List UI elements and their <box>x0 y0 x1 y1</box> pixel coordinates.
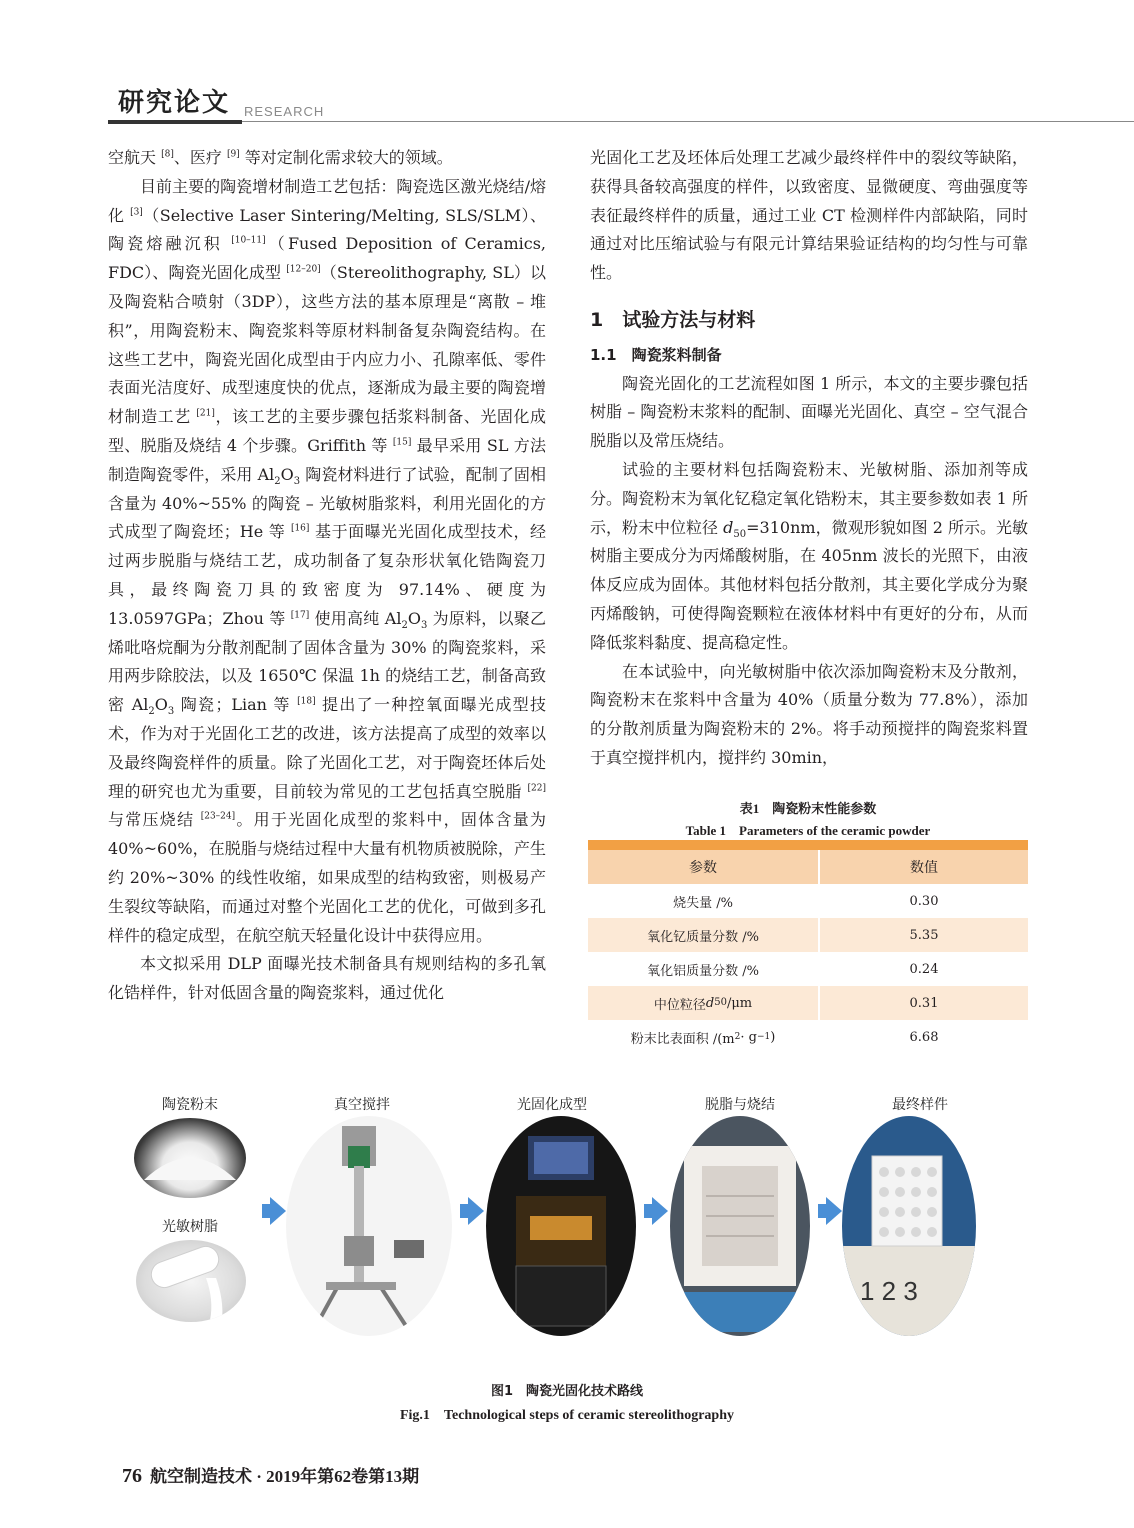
mixer-machine-icon <box>286 1116 452 1336</box>
table-row <box>588 1020 1028 1054</box>
paragraph: 目前主要的陶瓷增材制造工艺包括：陶瓷选区激光烧结/熔化 [3]（Selective Laser Sintering/Melting, SLS/SLM）、陶瓷熔融沉积 [10–11]（Fused Deposition of Ceramics, FDC）、陶瓷光固化成型 [12–20]（Stereolithography, SL）以及陶瓷粘合喷射（3DP），这些方法的基本原理是“离散 – 堆积”，用陶瓷粉末、陶瓷浆料等原材料制备复杂陶瓷结构。在这些工艺中，陶瓷光固化成型由于内应力小、孔隙率低、零件表面光洁度好、成型速度快的优点，逐渐成为最主要的陶瓷增材制造工艺 [21]，该工艺的主要步骤包括浆料制备、光固化成型、脱脂及烧结 4 个步骤。Griffith 等 [15] 最早采用 SL 方法制造陶瓷零件，采用 $Al_2O_3$ 陶瓷材料进行了试验，配制了固相含量为 40%~55% 的陶瓷 – 光敏树脂浆料，利用光固化的方式成型了陶瓷坯；He 等 [16] 基于面曝光光固化成型技术，经过两步脱脂与烧结工艺，成功制备了复杂形状氧化锆陶瓷刀具，最终陶瓷刀具的致密度为 97.14%、硬度为 13.0597GPa；Zhou 等 [17] 使用高纯 $Al_2O_3$ 为原料，以聚乙烯吡咯烷酮为分散剂配制了固体含量为 30% 的陶瓷浆料，采用两步除胶法，以及 1650℃ 保温 1h 的烧结工艺，制备高致密 $Al_2O_3$ 陶瓷；Lian 等 [18] 提出了一种控氧面曝光成型技术，作为对于光固化工艺的改进，该方法提高了成型的效率以及最终陶瓷样件的质量。除了光固化工艺，对于陶瓷坯体后处理的研究也尤为重要，目前较为常见的工艺包括真空脱脂 [22] 与常压烧结 [23–24]。用于光固化成型的浆料中，固体含量为 40%~60%，在脱脂与烧结过程中大量有机物质被脱除，产生约 20%~30% 的线性收缩，如果成型的结构致密，则极易产生裂纹等缺陷，而通过对整个光固化工艺的优化，可做到多孔样件的稳定成型，在航空航天轻量化设计中获得应用。 <box>108 176 546 945</box>
paragraph: 在本试验中，向光敏树脂中依次添加陶瓷粉末及分散剂，陶瓷粉末在浆料中含量为 40%（质量分数为 77.8%），添加的分散剂质量为陶瓷粉末的 2%。将手动预搅拌的陶瓷浆料置于真空搅拌机内，搅拌约 30min， <box>590 661 1028 767</box>
section-title: 研究论文 <box>118 88 231 118</box>
table-row <box>588 952 1028 986</box>
section-subtitle: RESEARCH <box>244 104 325 119</box>
paragraph: 试验的主要材料包括陶瓷粉末、光敏树脂、添加剂等成分。陶瓷粉末为氧化钇稳定氧化锆粉末，其主要参数如表 1 所示，粉末中位粒径 $d_{50}=310nm$，微观形貌如图 2 所示。光敏树脂主要成分为丙烯酸树脂，在 405nm 波长的光照下，由液体反应成为固体。其他材料包括分散剂，其主要化学成分为聚丙烯酸钠，可使得陶瓷颗粒在液体材料中有更好的分布，从而降低浆料黏度、提高稳定性。 <box>590 459 1029 652</box>
arrow-tail <box>262 1204 270 1218</box>
figure-caption-en: Fig.1 Technological steps of ceramic stereolithography <box>399 1408 735 1423</box>
table-header-cell: 参数 <box>588 850 820 884</box>
arrow-tail <box>818 1204 826 1218</box>
journal-info: 航空制造技术 · 2019年第62卷第13期 <box>150 1467 420 1486</box>
table-cell: 粉末比表面积 /(m 2 · g −1 ) <box>588 1020 820 1054</box>
table-cell: 0.24 <box>909 961 939 977</box>
paragraph: 陶瓷光固化的工艺流程如图 1 所示，本文的主要步骤包括树脂 – 陶瓷粉末浆料的配制、面曝光光固化、真空 – 空气混合脱脂以及常压烧结。 <box>590 373 1028 451</box>
section-heading: 1 试验方法与材料 <box>590 308 756 331</box>
table-caption-en: Table 1 Parameters of the ceramic powder <box>685 823 931 838</box>
furnace-icon <box>670 1116 810 1336</box>
table-caption-cn: 表1 陶瓷粉末性能参数 <box>739 801 877 816</box>
subsection-heading: 1.1 陶瓷浆料制备 <box>590 345 722 364</box>
right-column <box>590 144 1028 773</box>
arrow-right-icon <box>468 1197 484 1225</box>
table-header-row <box>588 850 1028 884</box>
stage-label-photocuring: 光固化成型 <box>517 1097 587 1113</box>
arrow-tail <box>460 1204 468 1218</box>
debinding-furnace-image <box>670 1116 810 1336</box>
header-rule-thick <box>108 120 242 124</box>
paragraph: 本文拟采用 DLP 面曝光技术制备具有规则结构的多孔氧化锆样件，针对低固含量的陶瓷浆料，通过优化 <box>108 954 546 1003</box>
header-rule-thin <box>242 121 1134 122</box>
final-sample-image <box>842 1116 976 1336</box>
stage-label-powder: 陶瓷粉末 <box>162 1097 218 1113</box>
table-cell: 0.30 <box>909 893 939 909</box>
arrow-right-icon <box>652 1197 668 1225</box>
table-cell: 氧化钇质量分数 /% <box>588 918 820 952</box>
figure-caption-cn: 图1 陶瓷光固化技术路线 <box>490 1384 644 1399</box>
table-cell: 0.31 <box>909 995 939 1011</box>
vacuum-mixer-image <box>286 1116 452 1336</box>
resin-pour-icon <box>136 1240 246 1322</box>
porous-sample-icon <box>842 1116 976 1336</box>
page-footer <box>122 1462 419 1488</box>
arrow-right-icon <box>826 1197 842 1225</box>
photocuring-printer-image <box>486 1116 636 1336</box>
table-row <box>588 918 1028 952</box>
table-cell: 5.35 <box>909 927 939 943</box>
stage-label-final-sample: 最终样件 <box>892 1097 948 1113</box>
page-number: 76 <box>122 1465 142 1487</box>
table-cell: 氧化铝质量分数 /% <box>588 952 820 986</box>
left-column <box>108 144 546 1008</box>
arrow-right-icon <box>270 1197 286 1225</box>
table-row <box>588 986 1028 1020</box>
stage-label-resin: 光敏树脂 <box>162 1219 218 1235</box>
ceramic-powder-image <box>134 1118 246 1198</box>
table-cell: 烧失量 /% <box>588 884 820 918</box>
printer-icon <box>486 1116 636 1336</box>
paragraph: 光固化工艺及坯体后处理工艺减少最终样件中的裂纹等缺陷，获得具备较高强度的样件，以致密度、显微硬度、弯曲强度等表征最终样件的质量，通过工业 CT 检测样件内部缺陷，同时通过对比压缩试验与有限元计算结果验证结构的均匀性与可靠性。 <box>590 148 1028 283</box>
arrow-tail <box>644 1204 652 1218</box>
stage-label-debinding: 脱脂与烧结 <box>705 1097 775 1113</box>
photosensitive-resin-image <box>136 1240 246 1322</box>
table-header-cell: 数值 <box>910 860 938 876</box>
paragraph: 空航天 [8]、医疗 [9] 等对定制化需求较大的领域。 <box>108 148 453 167</box>
table-cell: 中位粒径 d 50 /μm <box>588 986 820 1020</box>
table-cell: 6.68 <box>909 1029 939 1045</box>
stage-label-vacuum-mixing: 真空搅拌 <box>334 1097 390 1113</box>
ruler-numbers: 1 2 3 <box>860 1276 918 1306</box>
table-row <box>588 884 1028 918</box>
table-accent-bar <box>588 840 1028 850</box>
powder-pile-icon <box>134 1118 246 1198</box>
